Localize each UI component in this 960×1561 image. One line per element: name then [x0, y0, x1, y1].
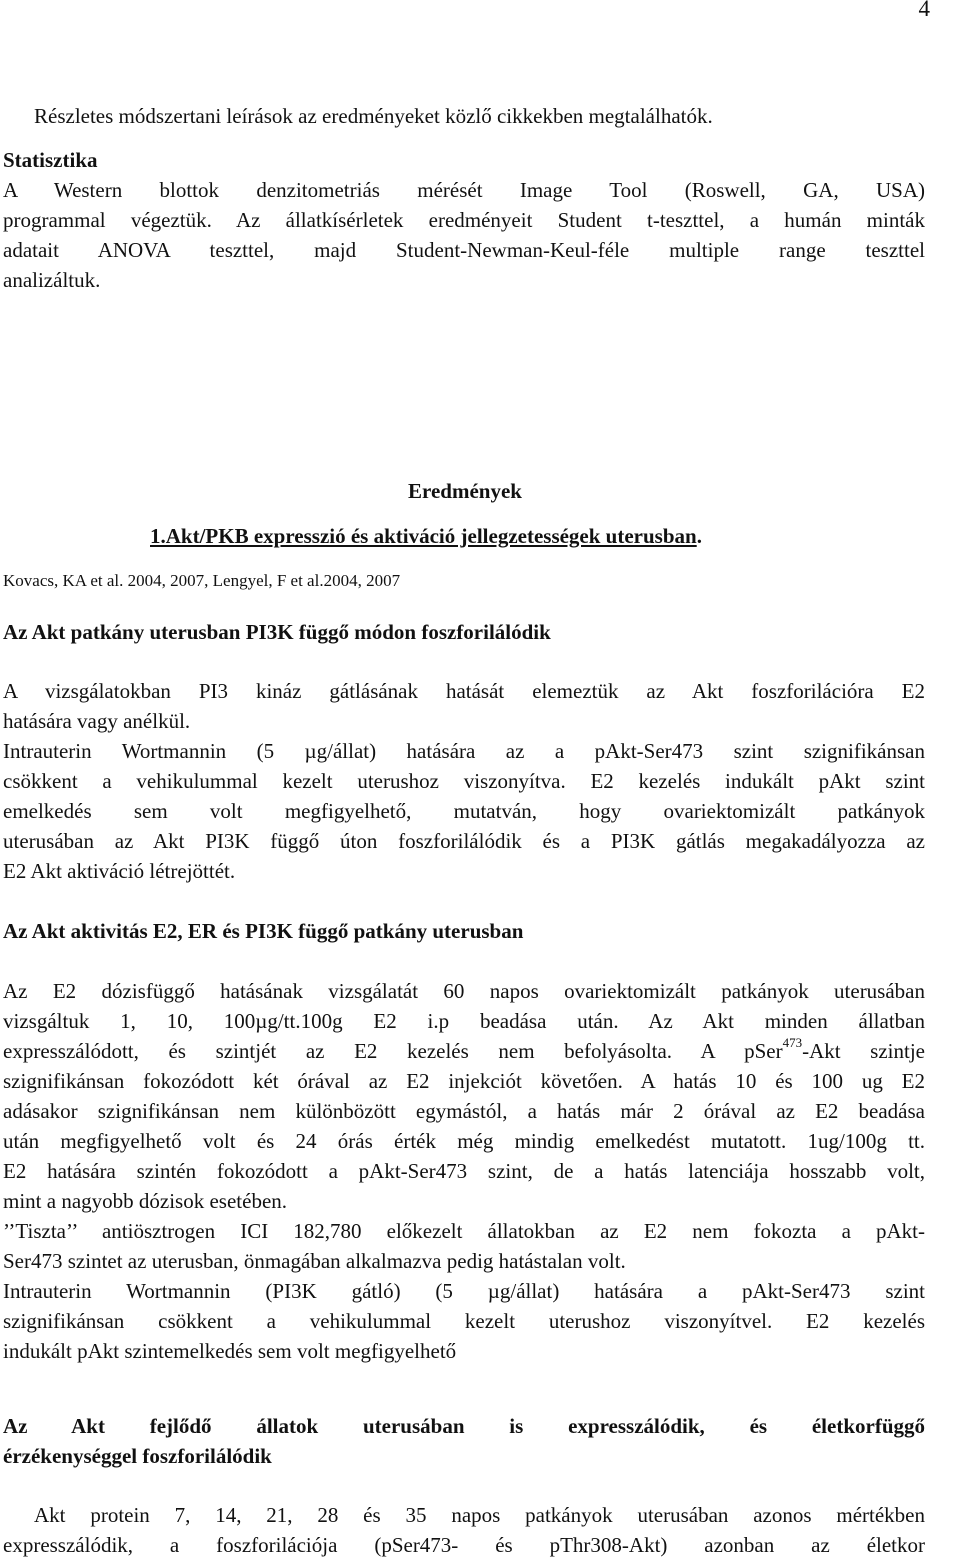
heading-pi3k: Az Akt patkány uterusban PI3K függő módon foszforilálódik — [3, 620, 551, 644]
heading-development: érzékenységgel foszforilálódik — [3, 1444, 272, 1468]
p3-line: Akt protein 7, 14, 21, 28 és 35 napos patkányok uterusában azonos mértékben — [34, 1503, 925, 1527]
p2-line: szignifikánsan csökkent a vehikulummal kezelt uterushoz viszonyítvel. E2 kezelés — [3, 1309, 925, 1333]
p1-line: csökkent a vehikulummal kezelt uterushoz viszonyítva. E2 kezelés indukált pAkt szint — [3, 769, 925, 793]
p2-line: után megfigyelhető volt és 24 órás érték még mindig emelkedést mutatott. 1ug/100g tt. — [3, 1129, 925, 1153]
p2-line: ’’Tiszta’’ antiösztrogen ICI 182,780 előkezelt állatokban az E2 nem fokozta a pAkt- — [3, 1219, 925, 1243]
p2-line: mint a nagyobb dózisok esetében. — [3, 1189, 288, 1213]
p2-line: Ser473 szintet az uterusban, önmagában alkalmazva pedig hatástalan volt. — [3, 1249, 626, 1273]
stat-heading: Statisztika — [3, 148, 98, 172]
references: Kovacs, KA et al. 2004, 2007, Lengyel, F et al.2004, 2007 — [3, 571, 401, 590]
p1-line: hatására vagy anélkül. — [3, 709, 191, 733]
stat-line: A Western blottok denzitometriás mérését Image Tool (Roswell, GA, USA) — [3, 178, 925, 202]
heading-e2-er-pi3k: Az Akt aktivitás E2, ER és PI3K függő patkány uterusban — [3, 919, 524, 943]
p2-line: E2 hatására szintén fokozódott a pAkt-Ser473 szint, de a hatás latenciája hosszabb volt, — [3, 1159, 925, 1183]
p2-line: vizsgáltuk 1, 10, 100µg/tt.100g E2 i.p beadása után. Az Akt minden állatban — [3, 1009, 925, 1033]
section1-title-text: 1.Akt/PKB expresszió és aktiváció jellegzetességek uterusban — [150, 524, 697, 548]
p2-text-after: -Akt szintje — [802, 1039, 925, 1063]
stat-line: adatait ANOVA teszttel, majd Student-Newman-Keul-féle multiple range teszttel — [3, 238, 925, 262]
p2-text-before: expresszálódott, és szintjét az E2 kezelés nem befolyásolta. A pSer — [3, 1039, 783, 1063]
p1-line: E2 Akt aktiváció létrejöttét. — [3, 859, 236, 883]
p1-line: uterusában az Akt PI3K függő úton foszforilálódik és a PI3K gátlás megakadályozza az — [3, 829, 925, 853]
page-number: 4 — [918, 0, 930, 21]
p1-line: Intrauterin Wortmannin (5 µg/állat) hatására az a pAkt-Ser473 szint szignifikánsan — [3, 739, 925, 763]
p3-line: expresszálódik, a foszforilációja (pSer473- és pThr308-Akt) azonban az életkor — [3, 1533, 925, 1557]
p2-line-superscript — [3, 1036, 925, 1066]
section1-title — [150, 521, 850, 551]
heading-development: Az Akt fejlődő állatok uterusában is expresszálódik, és életkorfüggő — [3, 1414, 925, 1438]
intro-text: Részletes módszertani leírások az eredményeket közlő cikkekben megtalálhatók. — [34, 104, 713, 128]
p2-line: Intrauterin Wortmannin (PI3K gátló) (5 µg/állat) hatására a pAkt-Ser473 szint — [3, 1279, 925, 1303]
stat-line: analizáltuk. — [3, 268, 101, 292]
section1-title-period: . — [696, 524, 702, 548]
stat-line: programmal végeztük. Az állatkísérletek eredményeit Student t-teszttel, a humán minták — [3, 208, 925, 232]
p2-line: Az E2 dózisfüggő hatásának vizsgálatát 60 napos ovariektomizált patkányok uterusában — [3, 979, 925, 1003]
p2-line: adásakor szignifikánsan nem különbözött egymástól, a hatás már 2 órával az E2 beadása — [3, 1099, 925, 1123]
p2-line: indukált pAkt szintemelkedés sem volt megfigyelhető — [3, 1339, 457, 1363]
results-title: Eredmények — [408, 479, 522, 503]
p2-superscript: 473 — [782, 1035, 803, 1050]
p2-line: szignifikánsan fokozódott két órával az E2 injekciót követően. A hatás 10 és 100 ug E2 — [3, 1069, 925, 1093]
p1-line: A vizsgálatokban PI3 kináz gátlásának hatását elemeztük az Akt foszforilációra E2 — [3, 679, 925, 703]
p1-line: emelkedés sem volt megfigyelhető, mutatván, hogy ovariektomizált patkányok — [3, 799, 925, 823]
